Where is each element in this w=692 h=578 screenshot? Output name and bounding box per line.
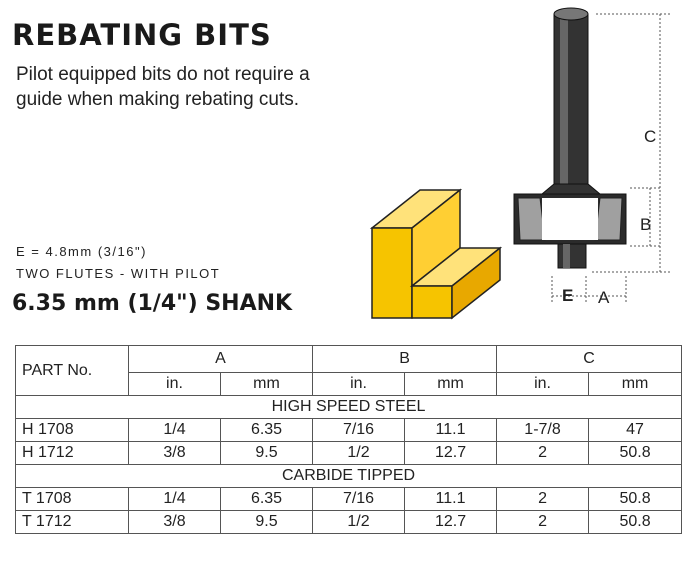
part-number: H 1712 bbox=[16, 442, 129, 465]
value-cell: 6.35 bbox=[221, 419, 313, 442]
part-number: T 1708 bbox=[16, 488, 129, 511]
unit-cell: mm bbox=[221, 373, 313, 396]
value-cell: 9.5 bbox=[221, 511, 313, 534]
value-cell: 3/8 bbox=[129, 511, 221, 534]
value-cell: 2 bbox=[497, 488, 589, 511]
value-cell: 1/4 bbox=[129, 419, 221, 442]
group-high-speed-steel: HIGH SPEED STEEL bbox=[16, 396, 682, 419]
table-row bbox=[16, 419, 682, 442]
part-number: T 1712 bbox=[16, 511, 129, 534]
unit-cell: mm bbox=[405, 373, 497, 396]
value-cell: 7/16 bbox=[313, 419, 405, 442]
value-cell: 12.7 bbox=[405, 442, 497, 465]
unit-cell: in. bbox=[313, 373, 405, 396]
value-cell: 50.8 bbox=[589, 511, 682, 534]
table-row bbox=[16, 442, 682, 465]
shank-spec: 6.35 mm (1/4") SHANK bbox=[12, 291, 293, 316]
value-cell: 6.35 bbox=[221, 488, 313, 511]
value-cell: 50.8 bbox=[589, 442, 682, 465]
value-cell: 2 bbox=[497, 442, 589, 465]
wood-block-illustration bbox=[372, 190, 500, 318]
group-row bbox=[16, 396, 682, 419]
table-row bbox=[16, 488, 682, 511]
col-b-header: B bbox=[313, 346, 497, 373]
col-a-header: A bbox=[129, 346, 313, 373]
value-cell: 11.1 bbox=[405, 488, 497, 511]
value-cell: 1/2 bbox=[313, 442, 405, 465]
group-row bbox=[16, 465, 682, 488]
header-row bbox=[16, 346, 682, 373]
value-cell: 7/16 bbox=[313, 488, 405, 511]
part-header: PART No. bbox=[16, 346, 129, 396]
router-bit-illustration bbox=[514, 8, 626, 268]
value-cell: 11.1 bbox=[405, 419, 497, 442]
value-cell: 47 bbox=[589, 419, 682, 442]
flutes-spec: TWO FLUTES - WITH PILOT bbox=[16, 266, 221, 281]
unit-cell: in. bbox=[497, 373, 589, 396]
value-cell: 9.5 bbox=[221, 442, 313, 465]
spec-table bbox=[15, 345, 682, 534]
edge-spec: E = 4.8mm (3/16") bbox=[16, 244, 147, 259]
table-row bbox=[16, 511, 682, 534]
value-cell: 1/2 bbox=[313, 511, 405, 534]
group-carbide-tipped: CARBIDE TIPPED bbox=[16, 465, 682, 488]
value-cell: 1/4 bbox=[129, 488, 221, 511]
value-cell: 1-7/8 bbox=[497, 419, 589, 442]
description-text: Pilot equipped bits do not require a guide when making rebating cuts. bbox=[16, 64, 310, 110]
value-cell: 2 bbox=[497, 511, 589, 534]
col-c-header: C bbox=[497, 346, 682, 373]
value-cell: 50.8 bbox=[589, 488, 682, 511]
value-cell: 12.7 bbox=[405, 511, 497, 534]
dimension-c-label: C bbox=[644, 127, 657, 146]
dimension-a-label: A bbox=[598, 288, 610, 307]
dimension-e-label: E bbox=[562, 286, 574, 305]
value-cell: 3/8 bbox=[129, 442, 221, 465]
unit-cell: in. bbox=[129, 373, 221, 396]
dimension-b-label: B bbox=[640, 215, 652, 234]
unit-cell: mm bbox=[589, 373, 682, 396]
part-number: H 1708 bbox=[16, 419, 129, 442]
page-title: REBATING BITS bbox=[12, 18, 272, 52]
